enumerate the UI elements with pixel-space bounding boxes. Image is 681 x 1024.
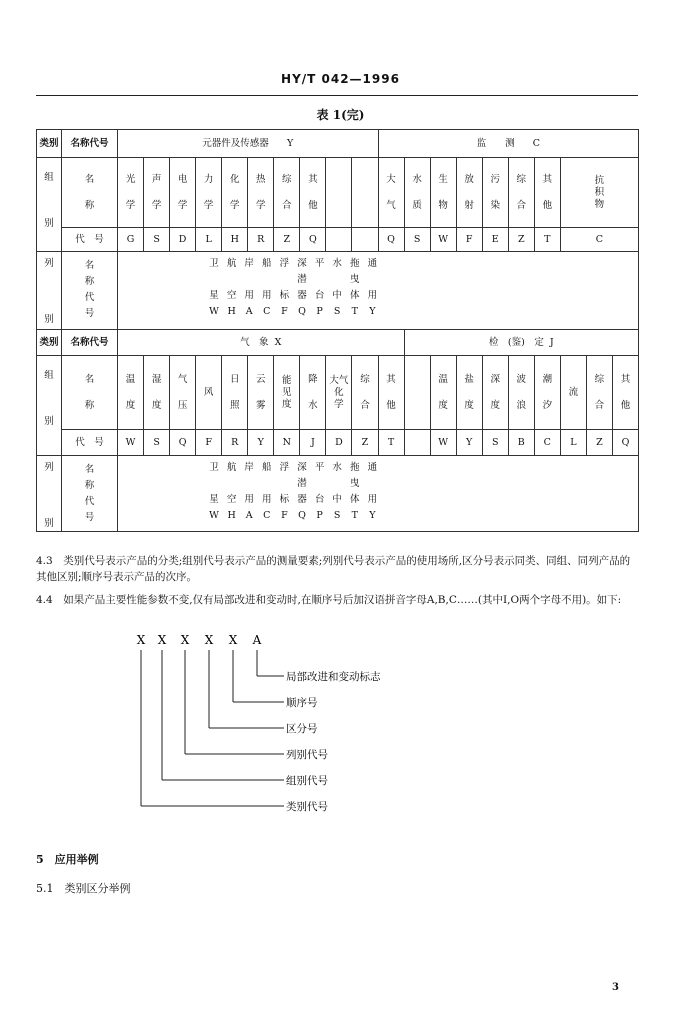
diagram-label: 区分号: [286, 723, 318, 735]
usage-char: 卫: [209, 258, 219, 269]
group-name-cell: 抗 积 物: [560, 158, 638, 228]
usage-char: 平: [314, 462, 325, 473]
group-name-cell: 声 学: [144, 158, 170, 228]
group-name-cell: 温 度: [118, 356, 144, 430]
group-code-cell: Q: [378, 228, 404, 252]
group-name-cell: 热 学: [248, 158, 274, 228]
group-name-cell: 生 物: [430, 158, 456, 228]
group-code-cell: C: [534, 430, 560, 456]
usage-char: 中: [332, 494, 342, 505]
usage-char: P: [316, 306, 323, 317]
group-name-cell: 放 射: [456, 158, 482, 228]
usage-char: 用: [244, 290, 254, 301]
group-code-cell: D: [170, 228, 196, 252]
group-code-cell: E: [482, 228, 508, 252]
usage-char: 航: [226, 462, 237, 473]
diagram-label: 组别代号: [286, 775, 328, 787]
usage-char: Y: [369, 306, 376, 317]
usage-char: 曳: [350, 478, 360, 489]
meteorology-category-header: 气 象 X: [118, 330, 405, 356]
group-name-cell: 其 他: [612, 356, 638, 430]
group-code-cell: Y: [456, 430, 482, 456]
usage-char: 空: [226, 494, 237, 505]
group-name-cell: 综 合: [586, 356, 612, 430]
usage-char: 曳: [350, 274, 360, 285]
code-letter: A: [252, 633, 262, 647]
usage-char: 中: [332, 290, 342, 301]
code-letter: X: [204, 633, 214, 647]
col-class: 类别: [37, 330, 62, 356]
usage-char: 台: [314, 290, 325, 301]
group-code-cell: D: [326, 430, 352, 456]
paragraph-4-3: 4.3 类别代号表示产品的分类;组别代号表示产品的测量要素;列别代号表示产品的使用场所,区分号表示同类、同组、同列产品的其他区别;顺序号表示产品的次序。: [36, 555, 631, 583]
group-name-cell: 风: [196, 356, 222, 430]
usage-char: 航: [226, 258, 237, 269]
column-label: 列 别: [37, 456, 62, 532]
group-code-cell: G: [118, 228, 144, 252]
usage-char: 用: [244, 494, 254, 505]
group-name-cell: 其 他: [534, 158, 560, 228]
usage-char: H: [227, 510, 236, 521]
group-code-cell: R: [222, 430, 248, 456]
group-code-cell: Z: [508, 228, 534, 252]
group-code-cell: S: [144, 430, 170, 456]
group-label: 组 别: [37, 158, 62, 252]
group-code-cell: L: [560, 430, 586, 456]
group-code-cell: Q: [300, 228, 326, 252]
usage-char: T: [351, 510, 358, 521]
usage-char: 深: [297, 258, 307, 269]
group-name-cell: 降 水: [300, 356, 326, 430]
group-name-cell: 污 染: [482, 158, 508, 228]
usage-char: 体: [350, 494, 360, 505]
group-name-cell: 日 照: [222, 356, 248, 430]
diagram-label: 类别代号: [286, 801, 328, 813]
usage-char: A: [245, 510, 253, 521]
usage-char: H: [227, 306, 236, 317]
group-name-cell: 潮 汐: [534, 356, 560, 430]
code-letter: X: [228, 633, 238, 647]
section-5-heading: 5 应用举例: [36, 853, 99, 866]
usage-char: 空: [226, 290, 237, 301]
usage-char: S: [333, 306, 341, 317]
usage-char: A: [245, 306, 253, 317]
usage-char: 台: [314, 494, 325, 505]
group-name-cell: 能 见 度: [274, 356, 300, 430]
group-code-cell: B: [508, 430, 534, 456]
group-name-cell: 综 合: [352, 356, 378, 430]
group-name-cell: 波 浪: [508, 356, 534, 430]
code-label: 代 号: [62, 430, 118, 456]
group-code-cell: R: [248, 228, 274, 252]
usage-char: F: [281, 510, 288, 521]
group-name-cell: 综 合: [508, 158, 534, 228]
code-letter: X: [157, 633, 167, 647]
group-name-cell: 大气 化 学: [326, 356, 352, 430]
usage-char: 船: [262, 462, 272, 473]
usage-char: 星: [209, 290, 219, 301]
group-code-cell: T: [378, 430, 404, 456]
group-name-cell: 化 学: [222, 158, 248, 228]
usage-char: 体: [350, 290, 360, 301]
usage-char: 潜: [297, 274, 307, 285]
group-code-cell: W: [118, 430, 144, 456]
usage-char: 通: [367, 462, 378, 473]
page-number: 3: [612, 982, 619, 993]
usage-char: Y: [369, 510, 376, 521]
diagram-label: 局部改进和变动标志: [286, 671, 381, 683]
group-name-cell: 盐 度: [456, 356, 482, 430]
usage-char: W: [209, 510, 219, 521]
group-name-cell: 水 质: [404, 158, 430, 228]
usage-char: 器: [297, 494, 307, 505]
group-name-cell: 大 气: [378, 158, 404, 228]
group-name-cell: 其 他: [378, 356, 404, 430]
section-5-1-heading: 5.1 类别区分举例: [36, 882, 131, 895]
group-code-cell: Q: [612, 430, 638, 456]
group-name-cell: 其 他: [300, 158, 326, 228]
group-code-cell: T: [534, 228, 560, 252]
usage-char: 通: [367, 258, 378, 269]
usage-char: F: [281, 306, 288, 317]
usage-char: 岸: [244, 258, 254, 269]
name-label: 名 称: [62, 356, 118, 430]
usage-char: 用: [262, 494, 272, 505]
group-code-cell: W: [430, 430, 456, 456]
group-name-cell: 力 学: [196, 158, 222, 228]
group-code-cell: H: [222, 228, 248, 252]
group-code-cell: W: [430, 228, 456, 252]
usage-char: W: [209, 306, 219, 317]
usage-char: 浮: [279, 462, 290, 473]
group-code-cell: J: [300, 430, 326, 456]
group-code-cell: N: [274, 430, 300, 456]
usage-name-label: 名 称 代 号: [62, 456, 118, 532]
table-title: 表 1(完): [316, 108, 365, 122]
running-header: HY/T 042—1996: [281, 72, 400, 86]
group-name-cell: 温 度: [430, 356, 456, 430]
usage-char: 岸: [244, 462, 254, 473]
group-code-cell: S: [404, 228, 430, 252]
usage-char: P: [316, 510, 323, 521]
group-name-cell: 电 学: [170, 158, 196, 228]
code-letter: X: [136, 633, 146, 647]
paragraph-4-4: 4.4 如果产品主要性能参数不变,仅有局部改进和变动时,在顺序号后加汉语拼音字母A,B,C……(其中I,O两个字母不用)。如下:: [36, 594, 622, 606]
usage-char: S: [333, 510, 341, 521]
diagram-label: 列别代号: [286, 749, 328, 761]
group-code-cell: Z: [274, 228, 300, 252]
usage-char: 标: [279, 494, 290, 505]
usage-char: 用: [262, 290, 272, 301]
group-name-cell: 气 压: [170, 356, 196, 430]
testing-category-header: 检 (鉴) 定 J: [404, 330, 638, 356]
group-code-cell: F: [456, 228, 482, 252]
code-letter: X: [180, 633, 190, 647]
usage-char: 星: [209, 494, 219, 505]
group-label: 组 别: [37, 356, 62, 456]
usage-char: 用: [367, 290, 378, 301]
group-code-cell: S: [482, 430, 508, 456]
group-code-cell: Q: [170, 430, 196, 456]
usage-name-label: 名 称 代 号: [62, 252, 118, 330]
group-code-cell: F: [196, 430, 222, 456]
usage-char: 深: [297, 462, 307, 473]
group-name-cell: 湿 度: [144, 356, 170, 430]
usage-char: 拖: [350, 462, 360, 473]
group-name-cell: 综 合: [274, 158, 300, 228]
usage-char: 船: [262, 258, 272, 269]
group-code-cell: Y: [248, 430, 274, 456]
code-label: 代 号: [62, 228, 118, 252]
usage-char: 拖: [350, 258, 360, 269]
usage-char: 潜: [297, 478, 307, 489]
usage-char: Q: [298, 306, 306, 317]
name-label: 名 称: [62, 158, 118, 228]
usage-char: 浮: [279, 258, 290, 269]
group-name-cell: 光 学: [118, 158, 144, 228]
usage-char: Q: [298, 510, 306, 521]
group-name-cell: 流: [560, 356, 586, 430]
usage-char: T: [351, 306, 358, 317]
usage-char: 器: [297, 290, 307, 301]
col-class: 类别: [37, 130, 62, 158]
usage-char: 用: [367, 494, 378, 505]
usage-char: C: [263, 306, 271, 317]
group-code-cell: L: [196, 228, 222, 252]
usage-char: 标: [279, 290, 290, 301]
group-code-cell: Z: [586, 430, 612, 456]
usage-char: 水: [332, 462, 342, 473]
col-name-code: 名称代号: [62, 130, 118, 158]
usage-char: C: [263, 510, 271, 521]
column-label: 列 别: [37, 252, 62, 330]
group-name-cell: 深 度: [482, 356, 508, 430]
sensor-category-header: 元器件及传感器 Y: [118, 130, 379, 158]
group-code-cell: Z: [352, 430, 378, 456]
usage-char: 卫: [209, 462, 219, 473]
usage-char: 平: [314, 258, 325, 269]
monitoring-category-header: 监 测 C: [378, 130, 639, 158]
usage-char: 水: [332, 258, 342, 269]
diagram-label: 顺序号: [286, 697, 318, 709]
col-name-code: 名称代号: [62, 330, 118, 356]
group-code-cell: S: [144, 228, 170, 252]
group-name-cell: 云 雾: [248, 356, 274, 430]
group-code-cell: C: [560, 228, 638, 252]
